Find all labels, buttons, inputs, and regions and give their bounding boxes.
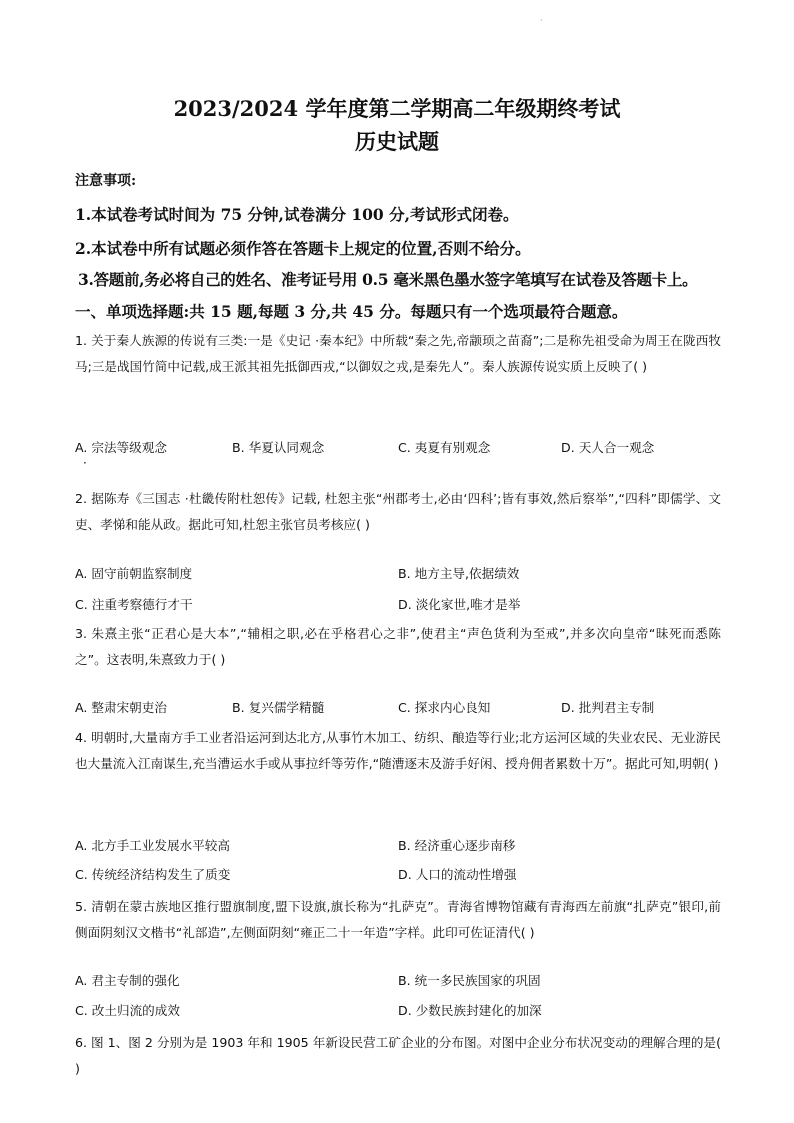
question-stem: 4. 明朝时,大量南方手工业者沿运河到达北方,从事竹木加工、纺织、酿造等行业;北方运河区域的失业农民、无业游民也大量流入江南谋生,充当漕运水手或从事拉纤等劳作,“随漕逐末及游手好闲、授舟佣者累数十万”。据此可知,明朝( ) (75, 730, 721, 771)
notice-heading: 注意事项: (75, 173, 137, 189)
option-c[interactable]: C. 夷夏有别观念 (398, 440, 491, 455)
option-b[interactable]: B. 经济重心逐步南移 (398, 838, 516, 853)
option-d[interactable]: D. 天人合一观念 (561, 440, 655, 455)
option-d[interactable]: D. 淡化家世,唯才是举 (398, 597, 521, 612)
option-b[interactable]: B. 地方主导,依据绩效 (398, 566, 520, 581)
notice-item: 3.答题前,务必将自己的姓名、准考证号用 0.5 毫米黑色墨水签字笔填写在试卷及答题卡上。 (78, 270, 698, 289)
option-a[interactable]: A. 北方手工业发展水平较高 (75, 838, 230, 853)
option-a[interactable]: A. 整肃宋朝吏治 (75, 700, 167, 715)
notice-item: 2.本试卷中所有试题必须作答在答题卡上规定的位置,否则不给分。 (75, 239, 531, 258)
option-a[interactable]: A. 宗法等级观念 (75, 440, 167, 455)
notice-item: 1.本试卷考试时间为 75 分钟,试卷满分 100 分,考试形式闭卷。 (75, 205, 519, 224)
question-stem: 6. 图 1、图 2 分别为是 1903 年和 1905 年新设民营工矿企业的分布图。对图中企业分布状况变动的理解合理的是( ) (75, 1035, 721, 1076)
option-c[interactable]: C. 传统经济结构发生了质变 (75, 867, 231, 882)
question-stem: 1. 关于秦人族源的传说有三类:一是《史记 ·秦本纪》中所载“秦之先,帝颛顼之苗裔”;二是称先祖受命为周王在陇西牧马;三是战国竹简中记载,成王派其祖先抵御西戎,“以御奴之戎,是秦先人”。秦人族源传说实质上反映了( ) (75, 333, 721, 374)
option-c[interactable]: C. 探求内心良知 (398, 700, 491, 715)
option-c[interactable]: C. 注重考察德行才干 (75, 597, 193, 612)
option-d[interactable]: D. 人口的流动性增强 (398, 867, 517, 882)
option-b[interactable]: B. 统一多民族国家的巩固 (398, 973, 541, 988)
exam-title: 2023/2024 学年度第二学期高二年级期终考试 (173, 96, 621, 121)
option-b[interactable]: B. 复兴儒学精髓 (232, 700, 325, 715)
question-stem: 5. 清朝在蒙古族地区推行盟旗制度,盟下设旗,旗长称为“扎萨克”。青海省博物馆藏有青海西左前旗“扎萨克”银印,前侧面阴刻汉文楷书“礼部造”,左侧面阴刻“雍正二十一年造”字样。此印可佐证清代( ) (75, 899, 721, 940)
exam-subtitle: 历史试题 (355, 129, 439, 154)
question-stem: 2. 据陈寿《三国志 ·杜畿传附杜恕传》记载, 杜恕主张“州郡考士,必由‘四科’;皆有事效,然后察举”,“四科”即儒学、文吏、孝悌和能从政。据此可知,杜恕主张官员考核应( ) (75, 491, 721, 532)
option-a[interactable]: A. 君主专制的强化 (75, 973, 180, 988)
section-heading: 一、单项选择题:共 15 题,每题 3 分,共 45 分。每题只有一个选项最符合题意。 (75, 302, 628, 321)
option-b[interactable]: B. 华夏认同观念 (232, 440, 325, 455)
option-a[interactable]: A. 固守前朝监察制度 (75, 566, 193, 581)
question-stem: 3. 朱熹主张“正君心是大本”,“辅相之职,必在乎格君心之非”,使君主“声色货利为至戒”,并多次向皇帝“昧死而悉陈之”。这表明,朱熹致力于( ) (75, 626, 721, 667)
option-d[interactable]: D. 批判君主专制 (561, 700, 655, 715)
option-c[interactable]: C. 改土归流的成效 (75, 1003, 180, 1018)
option-d[interactable]: D. 少数民族封建化的加深 (398, 1003, 542, 1018)
stray-dot: · (83, 456, 87, 470)
page-mark: · (540, 16, 543, 25)
